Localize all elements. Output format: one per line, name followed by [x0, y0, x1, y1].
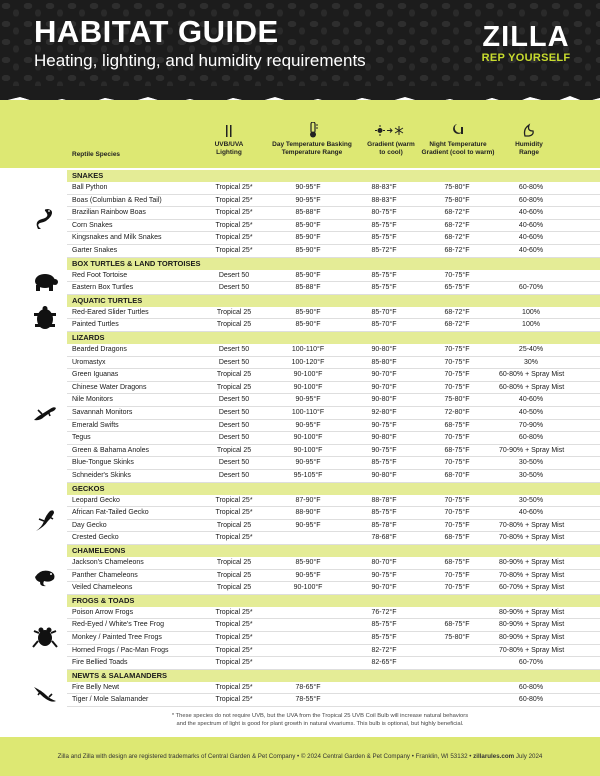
table-cell: Painted Turtles	[72, 321, 119, 329]
table-row	[67, 232, 600, 245]
table-cell: 100-110°F	[291, 409, 325, 416]
table-row	[67, 394, 600, 407]
table-cell: 60-70% + Spray Mist	[499, 584, 565, 592]
table-cell: Schneider's Skinks	[72, 472, 131, 479]
table-cell: 85-75°F	[371, 459, 397, 467]
table-cell: 90-80°F	[371, 346, 397, 353]
footer-url[interactable]: zillarules.com	[473, 753, 515, 760]
table-row	[67, 344, 600, 357]
table-cell: 60-70%	[518, 659, 544, 667]
table-row	[67, 382, 600, 395]
table-cell: 88-90°F	[295, 509, 321, 517]
table-row	[67, 607, 600, 620]
table-cell: 90-75°F	[371, 446, 397, 454]
table-row	[67, 445, 600, 458]
col-gradient: Gradient (warm to cool)	[367, 141, 415, 156]
table-cell: Tropical 25*	[215, 608, 253, 616]
table-row	[67, 420, 600, 433]
table-cell: 88-78°F	[371, 496, 397, 504]
table-cell: Chinese Water Dragons	[72, 383, 147, 391]
table-cell: 95-105°F	[293, 472, 323, 479]
table-cell: Fire Bellied Toads	[72, 659, 128, 667]
table-cell: 68-70°F	[444, 472, 470, 479]
footer-bar	[0, 737, 600, 776]
table-cell: Fire Belly Newt	[72, 683, 120, 691]
table-cell: Bearded Dragons	[72, 346, 127, 353]
table-cell: Tropical 25*	[215, 509, 253, 517]
table-cell: 68-75°F	[444, 446, 470, 454]
table-cell: 85-75°F	[371, 271, 397, 279]
table-cell: Tropical 25*	[215, 534, 253, 542]
table-cell: Tropical 25	[216, 308, 252, 316]
table-cell: 85-75°F	[371, 634, 397, 641]
table-cell: 40-60%	[518, 234, 544, 242]
table-cell: 90-100°F	[293, 383, 323, 391]
table-row	[67, 282, 600, 295]
table-cell: Panther Chameleons	[72, 571, 138, 579]
table-cell: 90-95°F	[295, 459, 321, 467]
table-cell: Savannah Monitors	[72, 409, 133, 416]
table-row	[67, 182, 600, 195]
table-cell: 87-90°F	[295, 496, 321, 504]
frog-icon	[32, 625, 58, 651]
snake-icon	[32, 207, 58, 233]
table-cell: Tropical 25*	[215, 646, 253, 654]
table-cell: 85-90°F	[295, 234, 321, 242]
table-cell: Red-Eyed / White's Tree Frog	[72, 621, 164, 629]
table-cell: 85-75°F	[371, 284, 397, 292]
table-row	[67, 245, 600, 258]
table-cell: Veiled Chameleons	[72, 584, 133, 592]
sun-snow-icon	[375, 125, 405, 136]
table-cell: 90-80°F	[371, 396, 397, 404]
table-row	[67, 632, 600, 645]
table-cell: 85-90°F	[295, 271, 321, 279]
table-cell: Desert 50	[218, 396, 250, 404]
table-cell: 30-50%	[518, 459, 544, 467]
table-cell: Tropical 25*	[215, 659, 253, 667]
table-cell: 70-80% + Spray Mist	[499, 646, 565, 654]
table-cell: 78-68°F	[371, 534, 397, 542]
table-cell: 80-90% + Spray Mist	[499, 559, 565, 566]
table-cell: Tegus	[72, 434, 91, 442]
table-cell: 90-95°F	[295, 571, 321, 579]
table-cell: 85-75°F	[371, 234, 397, 242]
table-row	[67, 645, 600, 658]
table-cell: 85-88°F	[295, 284, 321, 292]
table-cell: 75-80°F	[444, 196, 470, 204]
table-cell: Tropical 25*	[215, 196, 253, 204]
salamander-icon	[32, 681, 58, 707]
table-cell: 70-90% + Spray Mist	[499, 446, 565, 454]
table-cell: African Fat-Tailed Gecko	[72, 509, 149, 517]
table-cell: 60-80%	[518, 196, 544, 204]
table-cell: Tropical 25	[216, 571, 252, 579]
table-row	[67, 619, 600, 632]
table-cell: 88-83°F	[371, 196, 397, 204]
table-cell: Tropical 25*	[215, 634, 253, 641]
table-cell: 25-40%	[518, 346, 544, 353]
table-cell: 90-70°F	[371, 371, 397, 379]
table-cell: 85-72°F	[371, 247, 397, 254]
lizard-icon	[32, 400, 58, 426]
table-cell: 90-95°F	[295, 196, 321, 204]
table-row	[67, 570, 600, 583]
table-cell: 85-75°F	[371, 221, 397, 229]
table-cell: 85-78°F	[371, 521, 397, 529]
table-cell: Tropical 25	[216, 371, 252, 379]
table-cell: 85-75°F	[371, 509, 397, 517]
table-cell: 90-80°F	[371, 472, 397, 479]
turtle-icon	[32, 306, 58, 332]
table-cell: 100-120°F	[291, 358, 325, 366]
table-cell: 90-100°F	[293, 584, 323, 592]
footer-date: July 2024	[515, 753, 543, 760]
table-cell: 68-72°F	[444, 308, 470, 316]
table-cell: 60-80% + Spray Mist	[499, 371, 565, 379]
table-cell: 76-72°F	[371, 608, 397, 616]
table-row	[67, 432, 600, 445]
table-row	[67, 319, 600, 332]
table-cell: 100%	[522, 308, 540, 316]
table-cell: 90-95°F	[295, 521, 321, 529]
table-cell: 85-90°F	[295, 247, 321, 254]
section-header: CHAMELEONS	[67, 545, 600, 557]
gecko-icon	[32, 507, 58, 533]
table-cell: Tiger / Mole Salamander	[72, 696, 149, 704]
table-row	[67, 657, 600, 670]
table-cell: Tropical 25*	[215, 621, 253, 629]
table-cell: Garter Snakes	[72, 247, 118, 254]
table-cell: 60-80%	[518, 184, 544, 191]
table-cell: 80-90% + Spray Mist	[499, 634, 565, 641]
table-row	[67, 369, 600, 382]
table-cell: Desert 50	[218, 271, 250, 279]
zilla-logo	[478, 22, 574, 64]
table-cell: Jackson's Chameleons	[72, 559, 144, 566]
table-cell: 68-75°F	[444, 621, 470, 629]
table-cell: 70-80% + Spray Mist	[499, 534, 565, 542]
table-cell: Desert 50	[218, 284, 250, 292]
table-cell: 70-75°F	[444, 584, 470, 592]
table-cell: 85-90°F	[295, 321, 321, 329]
chameleon-icon	[32, 563, 58, 589]
table-cell: Brazilian Rainbow Boas	[72, 209, 146, 217]
section-header: SNAKES	[67, 170, 600, 182]
humidity-icon	[522, 123, 536, 137]
logo-tagline: REP YOURSELF	[481, 52, 571, 64]
table-cell: 68-72°F	[444, 234, 470, 242]
table-cell: 90-80°F	[371, 434, 397, 442]
col-species: Reptile Species	[72, 151, 121, 158]
table-cell: 70-75°F	[444, 383, 470, 391]
table-row	[67, 220, 600, 233]
table-cell: 88-83°F	[371, 184, 397, 191]
table-cell: Nile Monitors	[72, 396, 113, 404]
table-cell: Boas (Columbian & Red Tail)	[72, 196, 162, 204]
table-cell: Tropical 25*	[215, 184, 253, 191]
section-header: AQUATIC TURTLES	[67, 295, 600, 307]
table-row	[67, 457, 600, 470]
section-header: BOX TURTLES & LAND TORTOISES	[67, 258, 600, 270]
table-cell: 60-80%	[518, 434, 544, 442]
table-row	[67, 195, 600, 208]
table-cell: 70-90%	[518, 421, 544, 429]
table-cell: 75-80°F	[444, 396, 470, 404]
page-title: HABITAT GUIDE	[34, 14, 279, 49]
table-cell: 90-70°F	[371, 584, 397, 592]
table-cell: 90-95°F	[295, 421, 321, 429]
header-banner	[0, 0, 600, 98]
table-cell: 40-60%	[518, 509, 544, 517]
table-cell: Tropical 25	[216, 321, 252, 329]
table-row	[67, 507, 600, 520]
table-cell: 68-75°F	[444, 421, 470, 429]
table-cell: Tropical 25	[216, 559, 252, 566]
table-cell: 30-50%	[518, 472, 544, 479]
table-cell: 60-80%	[518, 696, 544, 704]
logo-wordmark: ZILLA	[482, 21, 570, 53]
table-cell: 90-100°F	[293, 434, 323, 442]
table-cell: Blue-Tongue Skinks	[72, 459, 134, 467]
table-cell: Day Gecko	[72, 521, 107, 529]
table-cell: 60-80%	[518, 683, 544, 691]
table-cell: 70-75°F	[444, 358, 470, 366]
table-cell: 90-95°F	[295, 396, 321, 404]
table-row	[67, 407, 600, 420]
table-cell: 80-90% + Spray Mist	[499, 621, 565, 629]
table-cell: 40-50%	[518, 409, 544, 416]
table-cell: 82-72°F	[371, 646, 397, 654]
table-cell: Tropical 25	[216, 446, 252, 454]
table-row	[67, 682, 600, 695]
table-cell: 90-75°F	[371, 421, 397, 429]
table-cell: 68-72°F	[444, 209, 470, 217]
table-cell: 60-80% + Spray Mist	[499, 383, 565, 391]
table-cell: Desert 50	[218, 358, 250, 366]
table-cell: 100-110°F	[291, 346, 325, 353]
table-cell: Tropical 25*	[215, 247, 253, 254]
section-header: GECKOS	[67, 483, 600, 495]
table-cell: 70-75°F	[444, 521, 470, 529]
footnote-line: * These species do not require UVB, but the UVA from the Tropical 25 UVB Coil Bulb will increase natural behaviors	[171, 713, 469, 719]
table-cell: Eastern Box Turtles	[72, 284, 134, 292]
table-cell: Leopard Gecko	[72, 496, 120, 504]
table-cell: Tropical 25*	[215, 683, 253, 691]
table-cell: 100%	[522, 321, 540, 329]
table-cell: 80-70°F	[371, 559, 397, 566]
table-cell: 80-75°F	[371, 209, 397, 217]
table-cell: 68-72°F	[444, 247, 470, 254]
uv-light-icon	[224, 125, 234, 137]
table-row	[67, 495, 600, 508]
footnote-line: and the spectrum of light is good for plant growth in natural vivariums. This bulb is optional, but highly beneficial.	[176, 720, 464, 727]
table-cell: 75-80°F	[444, 184, 470, 191]
col-humidity: Humidity Range	[515, 141, 543, 156]
table-cell: 70-80% + Spray Mist	[499, 521, 565, 529]
table-cell: 70-75°F	[444, 271, 470, 279]
table-row	[67, 520, 600, 533]
table-cell: 78-55°F	[295, 696, 321, 704]
table-row	[67, 532, 600, 545]
table-cell: 40-60%	[518, 209, 544, 217]
table-cell: 72-80°F	[444, 409, 470, 416]
table-cell: 40-60%	[518, 247, 544, 254]
table-cell: 85-90°F	[295, 308, 321, 316]
table-cell: 85-70°F	[371, 321, 397, 329]
table-cell: 68-75°F	[444, 559, 470, 566]
table-cell: 30%	[523, 358, 538, 366]
table-cell: 70-80% + Spray Mist	[499, 571, 565, 579]
table-cell: Tropical 25*	[215, 221, 253, 229]
table-cell: 70-75°F	[444, 509, 470, 517]
table-cell: 78-65°F	[295, 683, 321, 691]
table-cell: Corn Snakes	[72, 221, 113, 229]
table-cell: 90-75°F	[371, 571, 397, 579]
tortoise-icon	[32, 269, 58, 295]
table-cell: 68-72°F	[444, 221, 470, 229]
col-uvb: UVB/UVA Lighting	[214, 141, 244, 156]
table-cell: 70-75°F	[444, 459, 470, 467]
table-cell: 85-90°F	[295, 559, 321, 566]
table-cell: Green Iguanas	[72, 371, 119, 379]
table-row	[67, 357, 600, 370]
table-cell: Tropical 25	[216, 383, 252, 391]
table-cell: Green & Bahama Anoles	[72, 446, 150, 454]
table-cell: Desert 50	[218, 346, 250, 353]
table-cell: 80-90% + Spray Mist	[499, 608, 565, 616]
table-cell: 85-70°F	[371, 308, 397, 316]
table-cell: 70-75°F	[444, 346, 470, 353]
table-cell: 70-75°F	[444, 371, 470, 379]
section-header: NEWTS & SALAMANDERS	[67, 670, 600, 682]
table-cell: Tropical 25*	[215, 209, 253, 217]
table-row	[67, 307, 600, 320]
table-row	[67, 582, 600, 595]
table-cell: 75-80°F	[444, 634, 470, 641]
table-cell: Tropical 25*	[215, 234, 253, 242]
thermometer-icon	[307, 122, 319, 138]
table-cell: 82-65°F	[371, 659, 397, 667]
table-cell: Monkey / Painted Tree Frogs	[72, 634, 162, 641]
table-cell: Red-Eared Slider Turtles	[72, 308, 149, 316]
table-cell: 92-80°F	[371, 409, 397, 416]
table-cell: Crested Gecko	[72, 534, 119, 542]
table-cell: 70-75°F	[444, 434, 470, 442]
section-header: LIZARDS	[67, 332, 600, 344]
table-cell: 68-75°F	[444, 534, 470, 542]
table-cell: 40-60%	[518, 396, 544, 404]
table-cell: Tropical 25	[216, 584, 252, 592]
table-cell: Tropical 25	[216, 521, 252, 529]
footer-text: Zilla and Zilla with design are registered trademarks of Central Garden & Pet Company • © 2024 Central Garden & Pet Company • Franklin, WI 53132 •	[57, 753, 472, 760]
table-cell: 85-88°F	[295, 209, 321, 217]
table-cell: Poison Arrow Frogs	[72, 608, 134, 616]
table-cell: Desert 50	[218, 421, 250, 429]
table-cell: 65-75°F	[444, 284, 470, 292]
table-cell: Ball Python	[72, 184, 108, 191]
table-cell: 70-75°F	[444, 496, 470, 504]
table-cell: Uromastyx	[72, 358, 106, 366]
table-cell: Red Foot Tortoise	[72, 271, 128, 279]
table-cell: 30-50%	[518, 496, 544, 504]
table-cell: 85-75°F	[371, 621, 397, 629]
table-row	[67, 694, 600, 707]
table-cell: 70-75°F	[444, 571, 470, 579]
table-cell: Desert 50	[218, 409, 250, 416]
page-subtitle: Heating, lighting, and humidity requirements	[34, 51, 366, 70]
table-row	[67, 557, 600, 570]
table-cell: Tropical 25*	[215, 496, 253, 504]
table-cell: 40-60%	[518, 221, 544, 229]
table-cell: Kingsnakes and Milk Snakes	[72, 234, 162, 242]
table-cell: 90-100°F	[293, 371, 323, 379]
col-night-temp: Night Temperature Gradient (cool to warm)	[421, 141, 495, 156]
table-row	[67, 270, 600, 283]
table-cell: Horned Frogs / Pac-Man Frogs	[72, 646, 169, 654]
table-cell: Desert 50	[218, 472, 250, 479]
table-cell: 90-70°F	[371, 383, 397, 391]
table-row	[67, 207, 600, 220]
table-cell: 60-70%	[518, 284, 544, 292]
moon-thermometer-icon	[452, 123, 464, 137]
table-cell: 85-80°F	[371, 358, 397, 366]
table-cell: Tropical 25*	[215, 696, 253, 704]
table-cell: 85-90°F	[295, 221, 321, 229]
table-cell: 68-72°F	[444, 321, 470, 329]
table-cell: Emerald Swifts	[72, 421, 119, 429]
section-header: FROGS & TOADS	[67, 595, 600, 607]
table-cell: 90-95°F	[295, 184, 321, 191]
col-day-temp: Day Temperature Basking Temperature Range	[272, 141, 352, 156]
table-cell: Desert 50	[218, 434, 250, 442]
table-cell: Desert 50	[218, 459, 250, 467]
table-cell: 90-100°F	[293, 446, 323, 454]
table-row	[67, 470, 600, 483]
footnote	[120, 713, 520, 728]
